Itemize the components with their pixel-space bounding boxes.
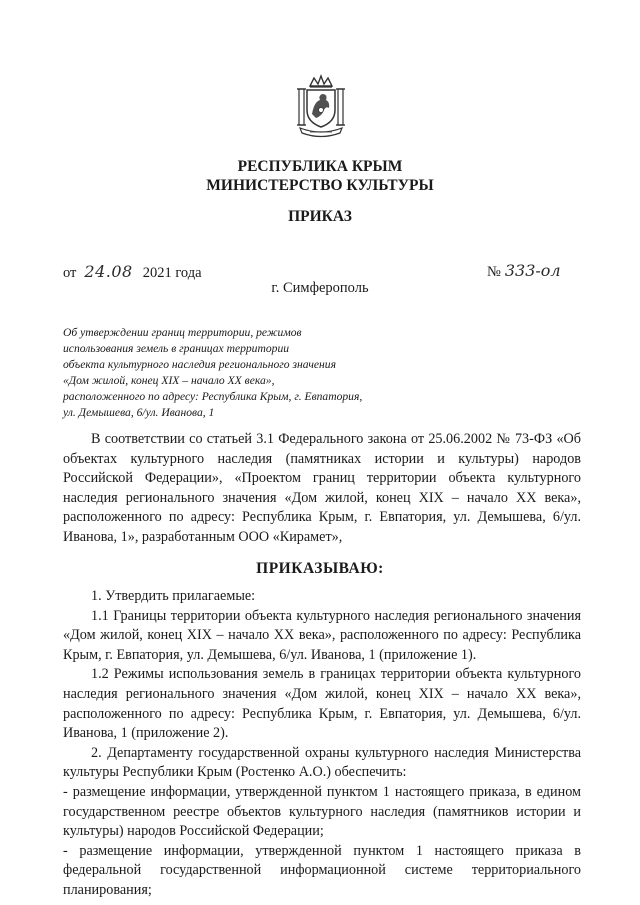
date-year: 2021 года <box>142 265 202 281</box>
ministry-title: МИНИСТЕРСТВО КУЛЬТУРЫ <box>206 177 434 194</box>
order-number <box>487 261 561 281</box>
subject-line: расположенного по адресу: Республика Крым, г. Евпатория, <box>63 389 363 403</box>
order-command: ПРИКАЗЫВАЮ: <box>256 560 384 577</box>
order-subject <box>63 325 423 420</box>
subject-line: ул. Демышева, 6/ул. Иванова, 1 <box>63 405 215 419</box>
crimea-coat-of-arms-icon <box>292 72 350 138</box>
subject-line: использования земель в границах территории <box>63 341 290 355</box>
number-prefix: № <box>487 264 501 280</box>
preamble-paragraph: В соответствии со статьей 3.1 Федерального закона от 25.06.2002 № 73-ФЗ «Об объектах культурного наследия (памятниках истории и культуры) народов Российской Федерации», «Проектом границ территории объекта культурного наследия регионального значения «Дом жилой, конец XIX – начало XX века», расположенного по адресу: Республика Крым, г. Евпатория, ул. Демышева, 6/ул. Иванова, 1», разработанным ООО «Кирамет», <box>63 431 581 545</box>
republic-title: РЕСПУБЛИКА КРЫМ <box>237 158 403 175</box>
order-date <box>63 262 202 282</box>
item-2: 2. Департаменту государственной охраны культурного наследия Министерства культуры Республики Крым (Ростенко А.О.) обеспечить: <box>63 744 581 781</box>
date-prefix: от <box>63 265 77 281</box>
subject-line: «Дом жилой, конец XIX – начало XX века», <box>63 373 275 387</box>
handwritten-date: 24.08 <box>84 262 133 281</box>
item-2-bullet-planning-system: - размещение информации, утвержденной пунктом 1 настоящего приказа в федеральной государственной информационной системе территориального планирования; <box>63 842 581 898</box>
item-2-bullet-registry: - размещение информации, утвержденной пунктом 1 настоящего приказа, в едином государственном реестре объектов культурного наследия (памятников истории и культуры) народов Российской Федерации; <box>63 783 581 840</box>
order-items <box>63 587 581 901</box>
subject-line: объекта культурного наследия регионального значения <box>63 357 336 371</box>
item-1-1: 1.1 Границы территории объекта культурного наследия регионального значения «Дом жилой, конец XIX – начало XX века», расположенного по адресу: Республика Крым, г. Евпатория, ул. Демышева, 6/ул. Иванова, 1 (приложение 1). <box>63 607 581 663</box>
item-1-2: 1.2 Режимы использования земель в границах территории объекта культурного наследия регионального значения «Дом жилой, конец XIX – начало XX века», расположенного по адресу: Республика Крым, г. Евпатория, ул. Демышева, 6/ул. Иванова, 1 (приложение 2). <box>63 666 581 742</box>
city: г. Симферополь <box>271 280 369 296</box>
subject-line: Об утверждении границ территории, режимов <box>63 326 302 339</box>
document-type: ПРИКАЗ <box>288 208 352 225</box>
handwritten-number: 333-ол <box>504 261 561 280</box>
item-1: 1. Утвердить прилагаемые: <box>91 588 256 604</box>
